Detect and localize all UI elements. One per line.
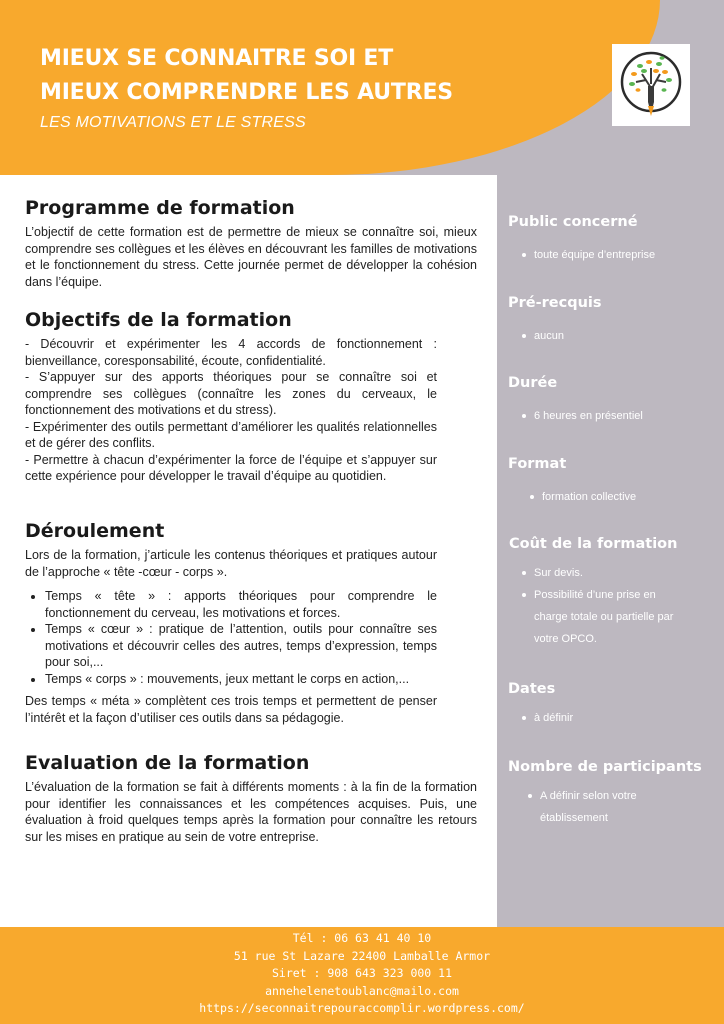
section-evaluation [25, 751, 477, 845]
section-heading: Objectifs de la formation [25, 309, 292, 331]
objectif-line: - Expérimenter des outils permettant d’améliorer les qualités relationnelles et de gérer des conflits. [25, 419, 437, 450]
sidebar-heading: Nombre de participants [508, 759, 702, 775]
sidebar-list-item: Sur devis. [508, 562, 688, 584]
sidebar-section-prerequis [508, 295, 718, 347]
section-objectifs [25, 308, 437, 485]
tree-pencil-icon [612, 44, 690, 126]
sidebar-section-duree [508, 375, 718, 427]
sidebar-list-item: toute équipe d’entreprise [508, 244, 718, 266]
sidebar [497, 175, 724, 927]
sidebar-section-public [508, 214, 718, 266]
sidebar-list-item: aucun [508, 325, 718, 347]
sidebar-list-item: formation collective [516, 486, 718, 508]
objectif-line: - Permettre à chacun d’expérimenter la force de l’équipe et s’appuyer sur cette expérience pour développer le travail d’équipe au quotidien. [25, 452, 437, 483]
section-outro: Des temps « méta » complètent ces trois temps et permettent de penser l’intérêt et la façon d’utiliser ces outils dans sa pédagogie. [25, 694, 437, 725]
list-item: • Temps « corps » : mouvements, jeux mettant le corps en action,... [45, 671, 437, 688]
section-intro: Lors de la formation, j’articule les contenus théoriques et pratiques autour de l’approche « tête -cœur - corps ». [25, 548, 437, 579]
footer-address: 51 rue St Lazare 22400 Lamballe Armor [233, 948, 491, 963]
sidebar-heading: Pré-recquis [508, 295, 602, 311]
page-title [40, 42, 510, 110]
sidebar-section-participants [508, 759, 718, 829]
section-text: L’objectif de cette formation est de permettre de mieux se connaître soi, mieux comprendre ses collègues et les élèves en découvrant les familles de motivations et le fonctionnement du stress. Cette journée permet de développer la cohésion dans l’équipe. [25, 225, 477, 289]
sidebar-heading: Durée [508, 375, 558, 391]
footer-email[interactable]: annehelenetoublanc@mailo.com [265, 983, 459, 998]
sidebar-heading: Dates [508, 681, 556, 697]
footer-website-link[interactable]: https://seconnaitrepouraccomplir.wordpress.com/ [199, 1001, 525, 1015]
objectif-line: - Découvrir et expérimenter les 4 accords de fonctionnement : bienveillance, coresponsabilité, écoute, confidentialité. [25, 337, 437, 368]
section-heading: Déroulement [25, 520, 165, 542]
list-item: • Temps « cœur » : pratique de l’attention, outils pour connaître ses motivations et découvrir celles des autres, temps d’expression, temps pour soi,... [45, 621, 437, 671]
list-item: • Temps « tête » : apports théoriques pour comprendre le fonctionnement du cerveau, les motivations et forces. [45, 588, 437, 621]
section-programme [25, 196, 477, 290]
page-subtitle: LES MOTIVATIONS ET LE STRESS [40, 114, 306, 131]
sidebar-list-item: 6 heures en présentiel [508, 405, 718, 427]
section-deroulement [25, 519, 437, 726]
section-heading: Programme de formation [25, 197, 295, 219]
sidebar-list-item: A définir selon votre établissement [514, 785, 674, 829]
deroulement-list [25, 588, 437, 687]
sidebar-heading: Public concerné [508, 214, 638, 230]
sidebar-heading: Coût de la formation [509, 536, 678, 552]
objectif-line: - S’appuyer sur des apports théoriques pour se connaître soi et comprendre ses collègues (connaître les zones du cerveaux, le fonctionnement des motivations et du stress). [25, 370, 437, 417]
title-line-2: MIEUX COMPRENDRE LES AUTRES [40, 80, 453, 105]
sidebar-section-cout [508, 536, 718, 650]
logo [612, 44, 690, 126]
footer-phone: Tél : 06 63 41 40 10 [292, 931, 432, 945]
sidebar-list-item: à définir [508, 707, 718, 729]
sidebar-heading: Format [508, 456, 567, 472]
section-heading: Evaluation de la formation [25, 752, 310, 774]
section-text: L’évaluation de la formation se fait à différents moments : à la fin de la formation pour identifier les connaissances et les compétences acquises. Puis, une évaluation à froid quelques temps après la formation pour connaître les retours sur les mises en pratique au sein de votre entreprise. [25, 780, 477, 844]
footer-siret: Siret : 908 643 323 000 11 [271, 966, 452, 980]
sidebar-section-dates [508, 681, 718, 729]
title-line-1: MIEUX SE CONNAITRE SOI ET [40, 46, 394, 71]
sidebar-list-item: Possibilité d’une prise en charge totale ou partielle par votre OPCO. [508, 584, 688, 650]
sidebar-section-format [508, 456, 718, 508]
footer [0, 927, 724, 1024]
